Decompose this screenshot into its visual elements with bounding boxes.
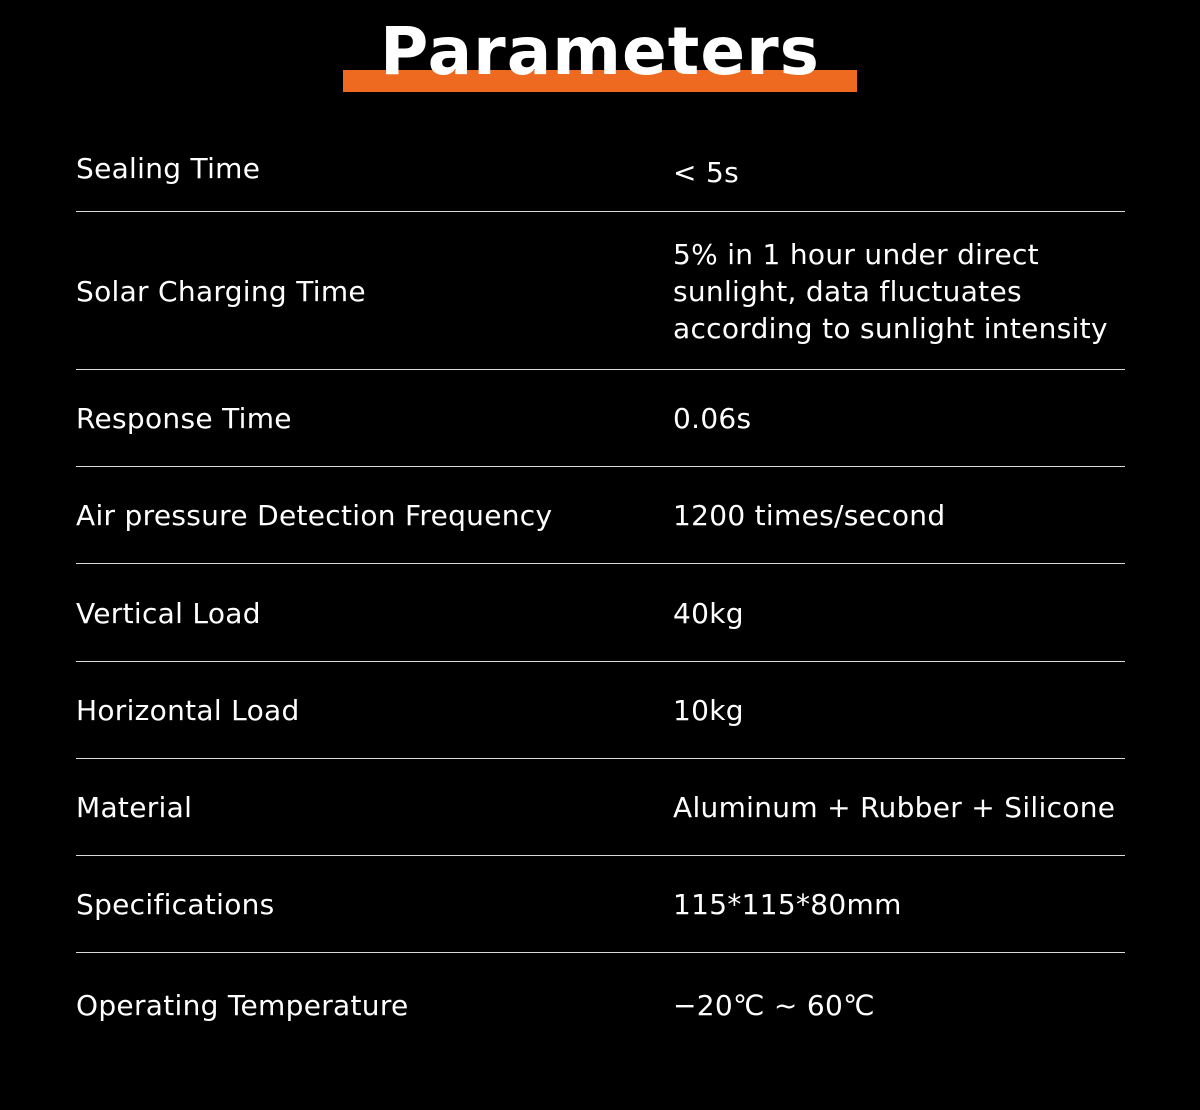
parameter-label: Solar Charging Time <box>76 274 366 308</box>
table-row <box>76 662 1125 759</box>
table-row <box>76 856 1125 953</box>
parameter-value: 10kg <box>673 694 744 727</box>
table-row <box>76 370 1125 467</box>
parameter-label: Horizontal Load <box>76 694 300 727</box>
parameter-label: Response Time <box>76 402 292 435</box>
parameter-value: 40kg <box>673 596 744 630</box>
table-row <box>76 759 1125 856</box>
parameter-value: Aluminum + Rubber + Silicone <box>673 791 1116 824</box>
table-row <box>76 125 1125 212</box>
table-row <box>76 467 1125 564</box>
parameter-label: Vertical Load <box>76 596 261 630</box>
parameter-value: 5% in 1 hour under direct sunlight, data fluctuates according to sunlight intensity <box>673 237 1108 345</box>
parameter-value: 115*115*80mm <box>673 888 902 921</box>
parameter-value: −20℃ ~ 60℃ <box>673 988 875 1022</box>
parameter-value: 1200 times/second <box>673 499 946 532</box>
parameter-label: Sealing Time <box>76 152 261 185</box>
page-header <box>343 0 857 96</box>
parameter-label: Air pressure Detection Frequency <box>76 499 553 532</box>
parameter-value: < 5s <box>673 156 739 189</box>
table-row <box>76 212 1125 370</box>
page-title: Parameters <box>380 13 820 90</box>
table-row <box>76 564 1125 662</box>
parameter-label: Operating Temperature <box>76 988 409 1022</box>
parameter-label: Material <box>76 791 193 824</box>
parameter-label: Specifications <box>76 888 275 921</box>
parameter-value: 0.06s <box>673 402 752 435</box>
table-row <box>76 953 1125 1057</box>
